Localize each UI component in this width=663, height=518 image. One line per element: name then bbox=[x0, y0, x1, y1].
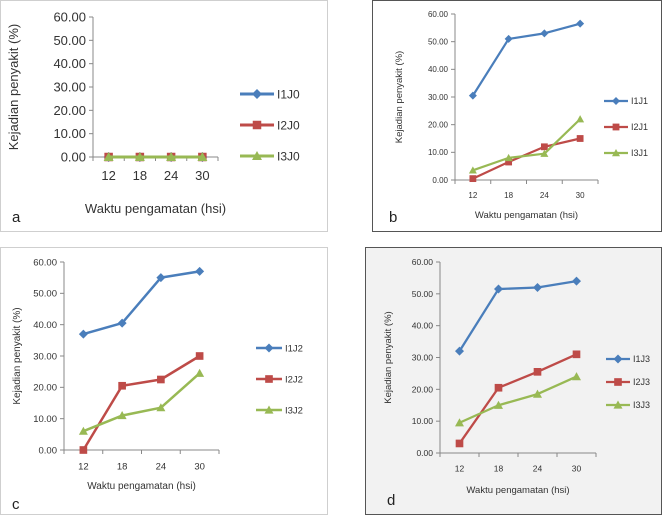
legend-label: I2J0 bbox=[277, 118, 300, 133]
legend-marker bbox=[614, 378, 622, 386]
legend-label: I3J3 bbox=[633, 400, 651, 411]
y-tick-label: 0.00 bbox=[38, 445, 57, 457]
x-tick-label: 12 bbox=[468, 191, 478, 200]
panel-frame bbox=[373, 1, 662, 232]
y-tick-label: 40.00 bbox=[53, 56, 86, 72]
y-tick-label: 60.00 bbox=[53, 9, 86, 25]
chart-svg-c bbox=[0, 247, 328, 515]
y-tick-label: 30.00 bbox=[411, 352, 433, 363]
x-axis-label: Waktu pengamatan (hsi) bbox=[474, 210, 579, 221]
legend-marker bbox=[265, 375, 273, 383]
panel-letter: b bbox=[389, 209, 398, 226]
chart-svg-a bbox=[0, 0, 328, 232]
y-tick-label: 0.00 bbox=[60, 149, 86, 165]
panel-letter: c bbox=[12, 496, 20, 513]
data-point bbox=[157, 376, 165, 384]
x-axis-label: Waktu pengamatan (hsi) bbox=[87, 481, 196, 492]
data-point bbox=[573, 350, 581, 358]
legend-label: I3J2 bbox=[285, 405, 303, 417]
data-point bbox=[534, 368, 542, 376]
y-tick-label: 20.00 bbox=[53, 102, 86, 118]
chart-panel-d bbox=[365, 247, 662, 515]
y-axis-label: Kejadian penyakit (%) bbox=[12, 307, 23, 405]
y-tick-label: 50.00 bbox=[33, 288, 57, 300]
data-point bbox=[469, 175, 476, 182]
data-point bbox=[541, 143, 548, 150]
x-tick-label: 18 bbox=[493, 463, 504, 474]
x-tick-label: 18 bbox=[132, 168, 148, 183]
panel-frame bbox=[1, 1, 328, 232]
y-tick-label: 40.00 bbox=[33, 319, 57, 331]
data-point bbox=[118, 382, 126, 390]
y-tick-label: 10.00 bbox=[427, 148, 448, 158]
y-tick-label: 20.00 bbox=[427, 120, 448, 130]
y-tick-label: 30.00 bbox=[33, 351, 57, 363]
y-tick-label: 60.00 bbox=[411, 256, 433, 267]
chart-panel-c bbox=[0, 247, 328, 515]
y-axis-label: Kejadian penyakit (%) bbox=[394, 50, 405, 144]
y-tick-label: 60.00 bbox=[33, 257, 57, 269]
y-tick-label: 0.00 bbox=[432, 175, 448, 185]
x-tick-label: 12 bbox=[454, 463, 465, 474]
x-tick-label: 12 bbox=[101, 168, 116, 183]
data-point bbox=[196, 352, 204, 360]
legend-marker bbox=[613, 124, 620, 131]
chart-panel-a bbox=[0, 0, 328, 232]
legend-label: I1J2 bbox=[285, 343, 303, 355]
y-tick-label: 50.00 bbox=[411, 288, 433, 299]
data-point bbox=[80, 446, 88, 454]
legend-label: I3J1 bbox=[631, 148, 649, 159]
legend-label: I2J2 bbox=[285, 374, 303, 386]
y-tick-label: 60.00 bbox=[427, 9, 448, 19]
legend-label: I1J0 bbox=[277, 87, 300, 102]
x-tick-label: 30 bbox=[195, 168, 210, 183]
x-tick-label: 30 bbox=[194, 461, 205, 473]
chart-panel-b bbox=[372, 0, 662, 232]
x-tick-label: 30 bbox=[575, 191, 585, 200]
y-tick-label: 30.00 bbox=[427, 92, 448, 102]
legend-label: I2J3 bbox=[633, 377, 651, 388]
legend-label: I1J3 bbox=[633, 354, 651, 365]
y-tick-label: 20.00 bbox=[33, 382, 57, 394]
legend-label: I2J1 bbox=[631, 122, 649, 133]
y-tick-label: 0.00 bbox=[416, 447, 433, 458]
x-tick-label: 24 bbox=[539, 191, 549, 200]
x-tick-label: 12 bbox=[78, 461, 89, 473]
legend-marker bbox=[253, 121, 262, 130]
x-axis-label: Waktu pengamatan (hsi) bbox=[84, 201, 227, 216]
x-tick-label: 24 bbox=[532, 463, 543, 474]
y-tick-label: 10.00 bbox=[411, 416, 433, 427]
y-tick-label: 40.00 bbox=[411, 320, 433, 331]
x-tick-label: 30 bbox=[571, 463, 582, 474]
y-axis-label: Kejadian penyakit (%) bbox=[383, 311, 394, 404]
x-tick-label: 24 bbox=[155, 461, 167, 473]
panel-letter: a bbox=[12, 209, 21, 226]
y-tick-label: 10.00 bbox=[33, 413, 57, 425]
chart-svg-d bbox=[365, 247, 662, 515]
y-tick-label: 50.00 bbox=[427, 37, 448, 47]
y-tick-label: 20.00 bbox=[411, 384, 433, 395]
y-axis-label: Kejadian penyakit (%) bbox=[6, 23, 21, 151]
legend-label: I3J0 bbox=[277, 149, 300, 164]
x-tick-label: 18 bbox=[504, 191, 514, 200]
data-point bbox=[456, 440, 464, 448]
y-tick-label: 10.00 bbox=[53, 126, 86, 142]
data-point bbox=[495, 384, 503, 392]
x-axis-label: Waktu pengamatan (hsi) bbox=[466, 485, 570, 496]
y-tick-label: 50.00 bbox=[53, 32, 86, 48]
data-point bbox=[577, 135, 584, 142]
chart-svg-b bbox=[372, 0, 662, 232]
x-tick-label: 24 bbox=[163, 168, 179, 183]
y-tick-label: 40.00 bbox=[427, 65, 448, 75]
x-tick-label: 18 bbox=[116, 461, 128, 473]
legend-label: I1J1 bbox=[631, 96, 649, 107]
y-tick-label: 30.00 bbox=[53, 79, 86, 95]
panel-letter: d bbox=[387, 492, 396, 509]
